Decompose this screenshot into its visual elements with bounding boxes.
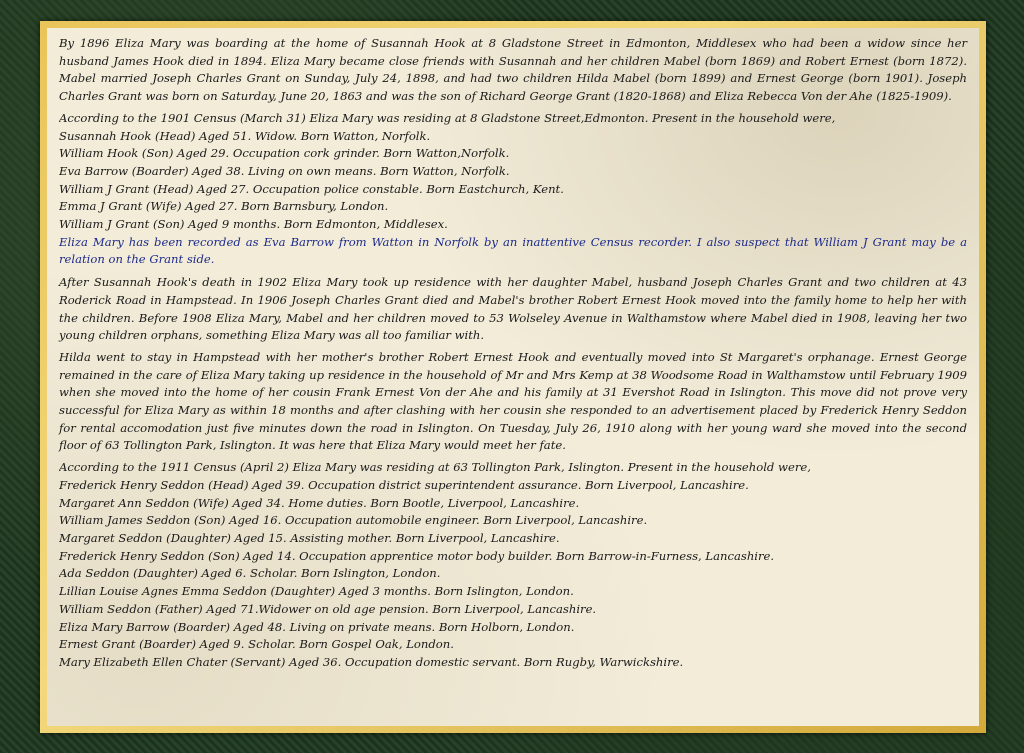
census-1911-entry: Ada Seddon (Daughter) Aged 6. Scholar. Born Islington, London. — [59, 566, 441, 581]
census-1911-entry: Margaret Ann Seddon (Wife) Aged 34. Home duties. Born Bootle, Liverpool, Lancashire. — [59, 495, 580, 510]
paragraph-after-1902: After Susannah Hook's death in 1902 Eliza Mary took up residence with her daughter Mabel, husband Joseph Charles Grant and two children at 43 Roderick Road in Hampstead. In 1906 Joseph Charles Grant died and Mabel's brother Robert Ernest Hook moved into the family home to help her with the children. Before 1908 Eliza Mary, Mabel and her children moved to 53 Wolseley Avenue in Walthamstow where Mabel died in 1908, leaving her two young children orphans, something Eliza Mary was all too familiar with. — [59, 275, 967, 343]
census-1901-entry: Eva Barrow (Boarder) Aged 38. Living on own means. Born Watton, Norfolk. — [59, 163, 510, 178]
paragraph-hilda-ernest: Hilda went to stay in Hampstead with her mother's brother Robert Ernest Hook and eventually moved into St Margaret's orphanage. Ernest George remained in the care of Eliza Mary taking up residence in the household of Mr and Mrs Kemp at 38 Woodsome Road in Walthamstow until February 1909 when she moved into the home of her cousin Frank Ernest Von der Ahe and his family at 31 Evershot Road in Islington. This move did not prove very successful for Eliza Mary as within 18 months and after clashing with her cousin she responded to an advertisement placed by Frederick Henry Seddon for rental accomodation just five minutes down the road in Islington. On Tuesday, July 26, 1910 along with her young ward she moved into the second floor of 63 Tollington Park, Islington. It was here that Eliza Mary would meet her fate. — [59, 349, 967, 453]
census-1901-entry: William J Grant (Son) Aged 9 months. Born Edmonton, Middlesex. — [59, 217, 448, 232]
census-1901-entry: William Hook (Son) Aged 29. Occupation cork grinder. Born Watton,Norfolk. — [59, 146, 510, 161]
census-1901-note: Eliza Mary has been recorded as Eva Barrow from Watton in Norfolk by an inattentive Census recorder. I also suspect that William J Grant may be a relation on the Grant side. — [59, 234, 967, 267]
census-1901-entry: William J Grant (Head) Aged 27. Occupation police constable. Born Eastchurch, Kent. — [59, 181, 564, 196]
census-1911-entry: Eliza Mary Barrow (Boarder) Aged 48. Living on private means. Born Holborn, London. — [59, 619, 575, 634]
census-1901-entry: Emma J Grant (Wife) Aged 27. Born Barnsbury, London. — [59, 199, 389, 214]
census-1911-entry: Ernest Grant (Boarder) Aged 9. Scholar. Born Gospel Oak, London. — [59, 637, 454, 652]
census-1901-entry: Susannah Hook (Head) Aged 51. Widow. Born Watton, Norfolk. — [59, 128, 431, 143]
census-1911-entry: William James Seddon (Son) Aged 16. Occupation automobile engineer. Born Liverpool, Lancashire. — [59, 513, 648, 528]
census-1911-entry: Margaret Seddon (Daughter) Aged 15. Assisting mother. Born Liverpool, Lancashire. — [59, 530, 560, 545]
census-1911-entry: Lillian Louise Agnes Emma Seddon (Daughter) Aged 3 months. Born Islington, London. — [59, 584, 574, 599]
census-1901-block — [59, 110, 967, 269]
parchment-page — [47, 28, 979, 726]
census-1911-entry: William Seddon (Father) Aged 71.Widower on old age pension. Born Liverpool, Lancashire. — [59, 601, 597, 616]
gold-frame — [40, 21, 986, 733]
census-1911-entry: Frederick Henry Seddon (Head) Aged 39. Occupation district superintendent assurance. Born Liverpool, Lancashire. — [59, 477, 749, 492]
paragraph-boarding-1896: By 1896 Eliza Mary was boarding at the home of Susannah Hook at 8 Gladstone Street in Edmonton, Middlesex who had been a widow since her husband James Hook died in 1894. Eliza Mary became close friends with Susannah and her children Mabel (born 1869) and Robert Ernest (born 1872). Mabel married Joseph Charles Grant on Sunday, July 24, 1898, and had two children Hilda Mabel (born 1899) and Ernest George (born 1901). Joseph Charles Grant was born on Saturday, June 20, 1863 and was the son of Richard George Grant (1820-1868) and Eliza Rebecca Von der Ahe (1825-1909). — [59, 36, 967, 104]
census-1911-block — [59, 459, 967, 671]
census-1911-intro: According to the 1911 Census (April 2) Eliza Mary was residing at 63 Tollington Park, Islington. Present in the household were, — [59, 460, 811, 475]
census-1911-entry: Mary Elizabeth Ellen Chater (Servant) Aged 36. Occupation domestic servant. Born Rugby, Warwickshire. — [59, 654, 684, 669]
census-1901-intro: According to the 1901 Census (March 31) Eliza Mary was residing at 8 Gladstone Street,Edmonton. Present in the household were, — [59, 110, 836, 125]
census-1911-entry: Frederick Henry Seddon (Son) Aged 14. Occupation apprentice motor body builder. Born Barrow-in-Furness, Lancashire. — [59, 548, 775, 563]
